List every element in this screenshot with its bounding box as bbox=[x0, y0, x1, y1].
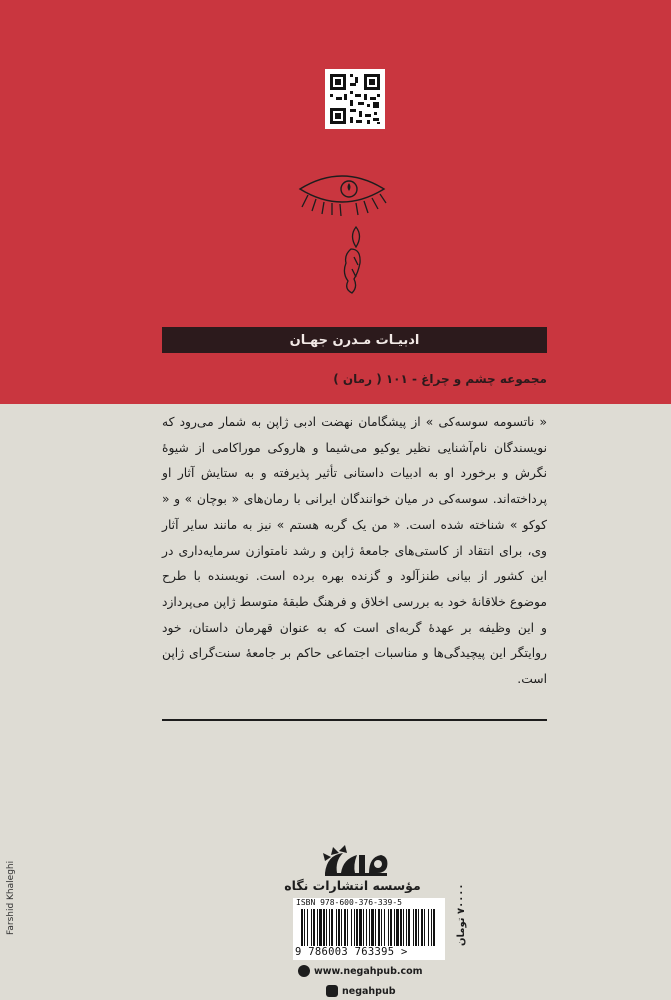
synopsis-text: « ناتسومه سوسه‌کی » از پیشگامان نهضت ادبی ژاپن به شمار می‌رود که نویسندگان نام‌آشنایی نظیر یوکیو می‌شیما و هاروکی موراکامی از شیوهٔ نگرش و برخورد او به ادبیات داستانی تأثیر پذیرفته و به ستایش آثار او پرداخته‌اند. سوسه‌کی در میان خوانندگان ایرانی با رمان‌های « بوچان » و « کوکو » شناخته شده است. « من یک گربه هستم » نیز به مانند سایر آثار وی، برای انتقاد از کاستی‌های جامعهٔ ژاپن و رشد نامتوازن سرمایه‌داری در این کشور از بیانی طنزآلود و گزنده بهره برده است. نویسنده با طرح موضوع خلاقانهٔ خود به بررسی اخلاق و فرهنگ طبقهٔ متوسط ژاپن می‌پردازد و این وظیفه بر عهدهٔ گربه‌ای است که به عنوان قهرمان داستان، خود روایتگر این پیچیدگی‌ها و مناسبات اجتماعی حاکم بر جامعهٔ سنت‌گرای ژاپن است. bbox=[162, 415, 547, 687]
website-url[interactable]: www.negahpub.com bbox=[314, 965, 423, 977]
website-row[interactable] bbox=[298, 964, 423, 978]
eye-emblem-icon bbox=[292, 165, 392, 304]
candle-flame-icon bbox=[344, 227, 360, 293]
price-label: ۷۰۰۰۰ تومان bbox=[456, 883, 467, 946]
divider bbox=[162, 719, 547, 721]
series-title: ادبیـات مـدرن جهـان bbox=[162, 327, 547, 353]
series-subtitle: مجموعه چشم و چراغ - ۱۰۱ ( رمان ) bbox=[333, 372, 547, 386]
designer-credit: Farshid Khaleghi bbox=[6, 860, 16, 935]
isbn-digits: 9 786003 763395 > bbox=[295, 946, 408, 958]
isbn-label: ISBN 978-600-376-339-5 bbox=[296, 898, 402, 907]
instagram-icon bbox=[326, 985, 338, 997]
publisher-logo-icon bbox=[321, 843, 391, 883]
isbn-barcode-block bbox=[293, 898, 445, 960]
publisher-name: مؤسسه انتشارات نگاه bbox=[284, 878, 421, 893]
qr-code-icon bbox=[325, 69, 385, 129]
barcode-icon bbox=[299, 909, 439, 946]
instagram-handle[interactable]: negahpub bbox=[342, 985, 396, 997]
globe-icon bbox=[298, 965, 310, 977]
instagram-row[interactable] bbox=[326, 984, 396, 998]
